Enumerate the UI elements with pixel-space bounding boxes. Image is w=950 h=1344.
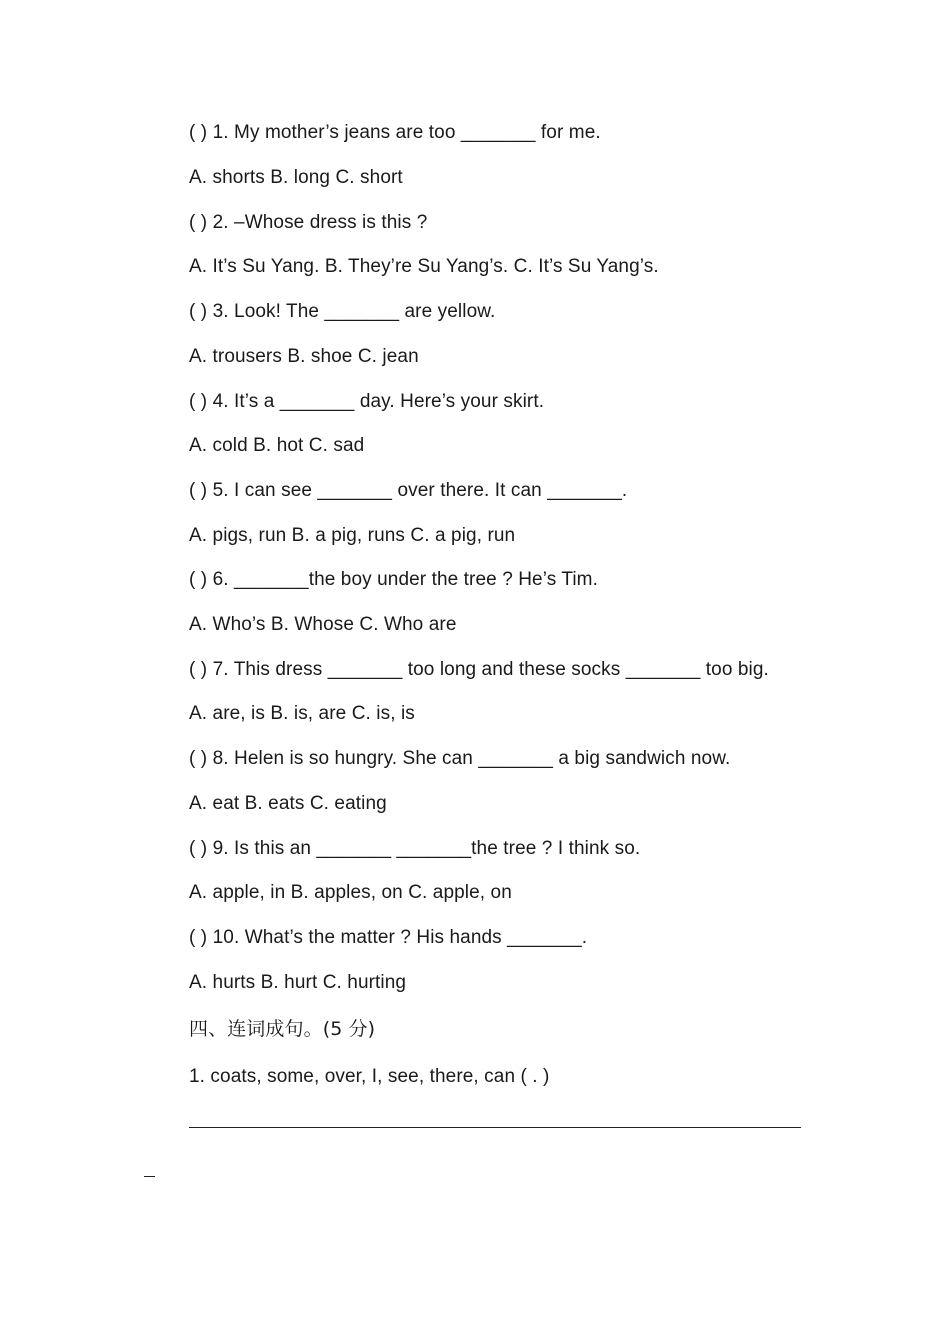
question-5-stem: ( ) 5. I can see _______ over there. It can _______. bbox=[189, 480, 628, 501]
question-8-stem: ( ) 8. Helen is so hungry. She can _______ a big sandwich now. bbox=[189, 748, 731, 769]
question-2-stem: ( ) 2. –Whose dress is this ? bbox=[189, 212, 428, 233]
question-5-options: A. pigs, run B. a pig, runs C. a pig, run bbox=[189, 525, 516, 546]
answer-blank-line bbox=[189, 1127, 801, 1128]
question-7-options: A. are, is B. is, are C. is, is bbox=[189, 703, 415, 724]
question-7-stem: ( ) 7. This dress _______ too long and these socks _______ too big. bbox=[189, 659, 769, 680]
section-4-heading: 四、连词成句。(5 分) bbox=[189, 1018, 376, 1040]
question-8-options: A. eat B. eats C. eating bbox=[189, 793, 387, 814]
question-2-options: A. It’s Su Yang. B. They’re Su Yang’s. C. It’s Su Yang’s. bbox=[189, 256, 659, 277]
question-10-stem: ( ) 10. What’s the matter ? His hands _______. bbox=[189, 927, 588, 948]
question-4-stem: ( ) 4. It’s a _______ day. Here’s your skirt. bbox=[189, 391, 545, 412]
question-1-stem: ( ) 1. My mother’s jeans are too _______ for me. bbox=[189, 122, 601, 143]
question-10-options: A. hurts B. hurt C. hurting bbox=[189, 972, 407, 993]
question-6-options: A. Who’s B. Whose C. Who are bbox=[189, 614, 457, 635]
answer-blank-line-continuation bbox=[144, 1176, 155, 1177]
question-3-stem: ( ) 3. Look! The _______ are yellow. bbox=[189, 301, 496, 322]
question-4-options: A. cold B. hot C. sad bbox=[189, 435, 365, 456]
question-9-options: A. apple, in B. apples, on C. apple, on bbox=[189, 882, 512, 903]
question-9-stem: ( ) 9. Is this an _______ _______the tree ? I think so. bbox=[189, 838, 641, 859]
question-6-stem: ( ) 6. _______the boy under the tree ? He’s Tim. bbox=[189, 569, 598, 590]
question-1-options: A. shorts B. long C. short bbox=[189, 167, 403, 188]
question-3-options: A. trousers B. shoe C. jean bbox=[189, 346, 419, 367]
section-4-item-1: 1. coats, some, over, I, see, there, can ( . ) bbox=[189, 1066, 550, 1087]
